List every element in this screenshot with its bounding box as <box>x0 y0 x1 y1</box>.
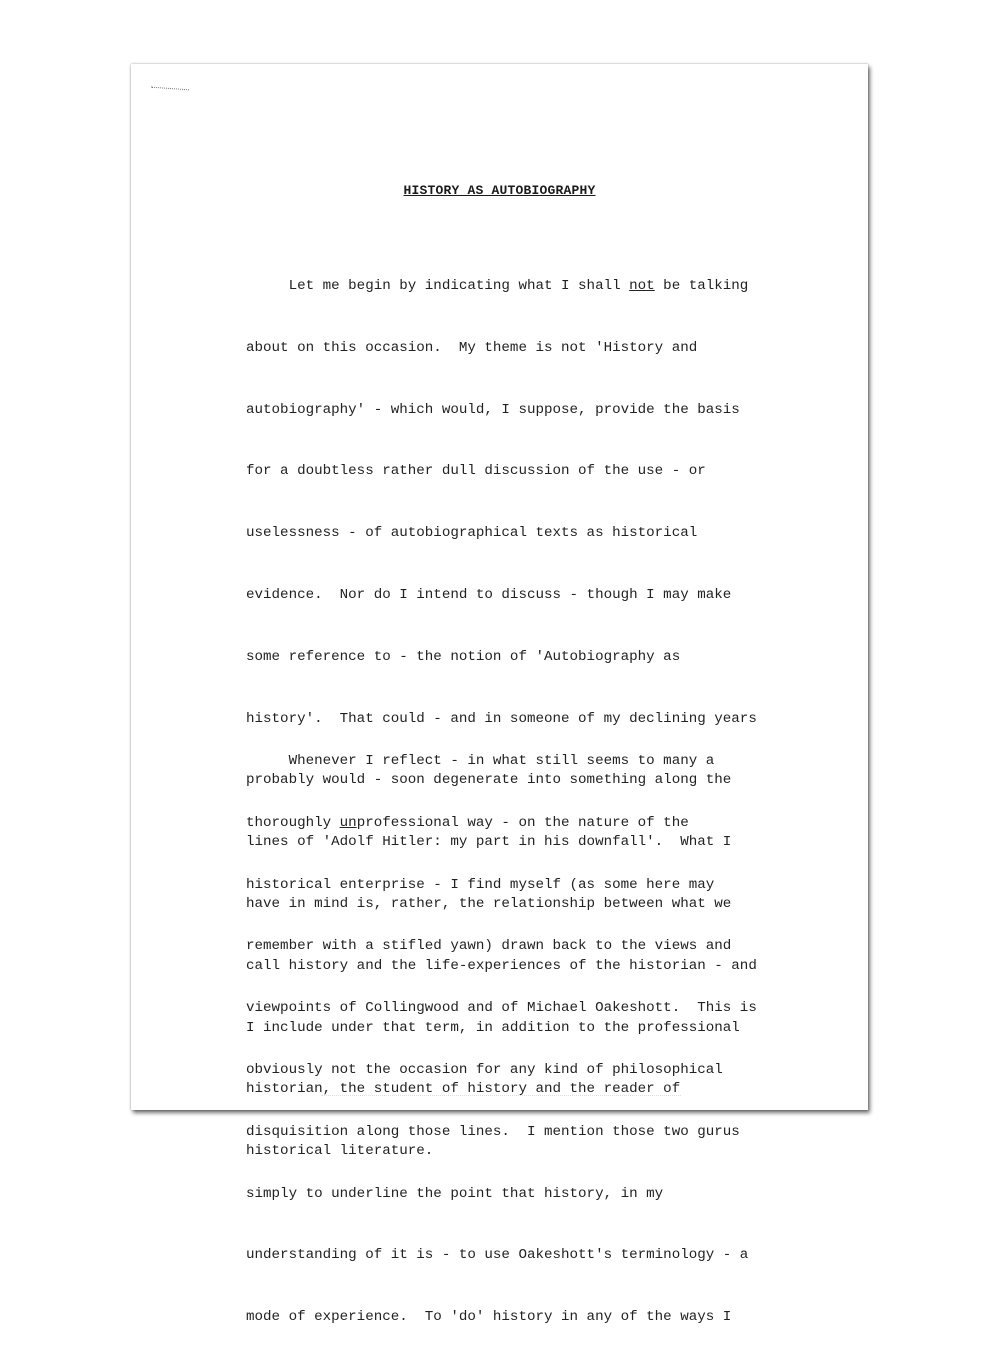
paragraph-line: viewpoints of Collingwood and of Michael Oakeshott. This is <box>246 1000 757 1017</box>
paragraph-line: simply to underline the point that history, in my <box>246 1185 664 1202</box>
paragraph-line: understanding of it is - to use Oakeshott's terminology - a <box>246 1247 749 1264</box>
paragraph-line <box>246 272 846 302</box>
paragraph-line: historical enterprise - I find myself (as some here may <box>246 876 715 893</box>
underlined-word: un <box>339 814 357 831</box>
paragraph-line: Whenever I reflect - in what still seems to many a <box>246 753 715 769</box>
paragraph-line: about on this occasion. My theme is not 'History and <box>246 339 698 356</box>
document-title: HISTORY AS AUTOBIOGRAPHY <box>403 183 596 198</box>
page-mark <box>151 87 189 93</box>
document-page <box>131 64 868 1326</box>
paragraph-line: have in mind is, rather, the relationship between what we <box>246 895 732 912</box>
paragraph-line: I include under that term, in addition to the professional <box>246 1019 740 1036</box>
paragraph-line: remember with a stifled yawn) drawn back to the views and <box>246 938 732 955</box>
paragraph-line: probably would - soon degenerate into something along the <box>246 772 732 789</box>
faint-bleed-through <box>321 1095 681 1097</box>
paragraph-line: for a doubtless rather dull discussion of the use - or <box>246 463 706 480</box>
paragraph-line: history'. That could - and in someone of my declining years <box>246 710 757 727</box>
text-segment: Let me begin by indicating what I shall <box>246 278 630 294</box>
text-segment: thoroughly <box>246 814 340 831</box>
paragraph-line: call history and the life-experiences of the historian - and <box>246 957 757 974</box>
paragraph-line: uselessness - of autobiographical texts as historical <box>246 525 698 542</box>
paragraph-2 <box>246 715 846 1365</box>
paragraph-line: obviously not the occasion for any kind of philosophical <box>246 1061 723 1078</box>
paragraph-line: evidence. Nor do I intend to discuss - though I may make <box>246 586 732 603</box>
paragraph-line: autobiography' - which would, I suppose, provide the basis <box>246 401 740 418</box>
text-segment: professional way - on the nature of the <box>356 814 689 831</box>
paragraph-line: disquisition along those lines. I mention those two gurus <box>246 1123 740 1140</box>
paragraph-line: historical literature. <box>246 1143 434 1160</box>
text-segment: be talking <box>654 278 749 294</box>
paragraph-line: historian, the student of history and the reader of <box>246 1081 681 1098</box>
paragraph-line: lines of 'Adolf Hitler: my part in his downfall'. What I <box>246 834 732 851</box>
paragraph-line <box>246 809 846 839</box>
underlined-word: not <box>629 278 655 294</box>
paragraph-line: some reference to - the notion of 'Autobiography as <box>246 648 681 665</box>
paragraph-line: mode of experience. To 'do' history in any of the ways I <box>246 1309 732 1326</box>
